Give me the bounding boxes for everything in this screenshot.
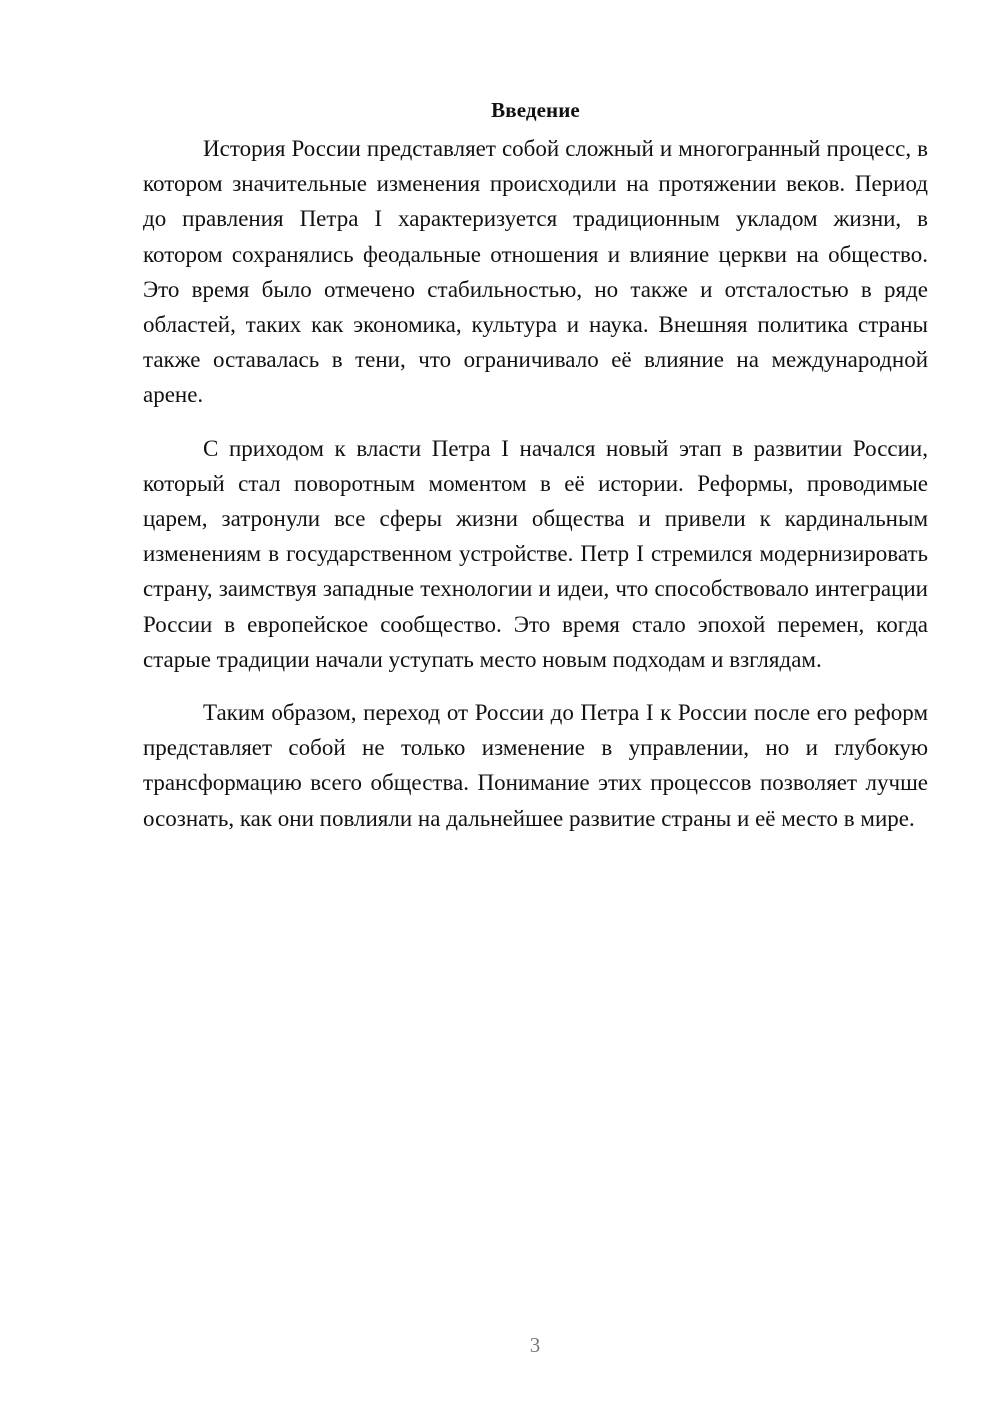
paragraph-1: История России представляет собой сложный и многогранный процесс, в котором значительные изменения происходили на протяжении веков. Период до правления Петра I характеризуется традиционным укладом жизни, в котором сохранялись феодальные отношения и влияние церкви на общество. Это время было отмечено стабильностью, но также и отсталостью в ряде областей, таких как экономика, культура и наука. Внешняя политика страны также оставалась в тени, что ограничивало её влияние на международной арене.	[143, 136, 928, 408]
section-title: Введение	[491, 98, 580, 122]
paragraph-2: С приходом к власти Петра I начался новый этап в развитии России, который стал поворотным моментом в её истории. Реформы, проводимые царем, затронули все сферы жизни общества и привели к кардинальным изменениям в государственном устройстве. Петр I стремился модернизировать страну, заимствуя западные технологии и идеи, что способствовало интеграции России в европейское сообщество. Это время стало эпохой перемен, когда старые традиции начали уступать место новым подходам и взглядам.	[143, 435, 928, 672]
page-content	[143, 95, 928, 854]
paragraph-3: Таким образом, переход от России до Петра I к России после его реформ представляет собой не только изменение в управлении, но и глубокую трансформацию всего общества. Понимание этих процессов позволяет лучше осознать, как они повлияли на дальнейшее развитие страны и её место в мире.	[143, 700, 928, 831]
page-number: 3	[529, 1333, 541, 1357]
